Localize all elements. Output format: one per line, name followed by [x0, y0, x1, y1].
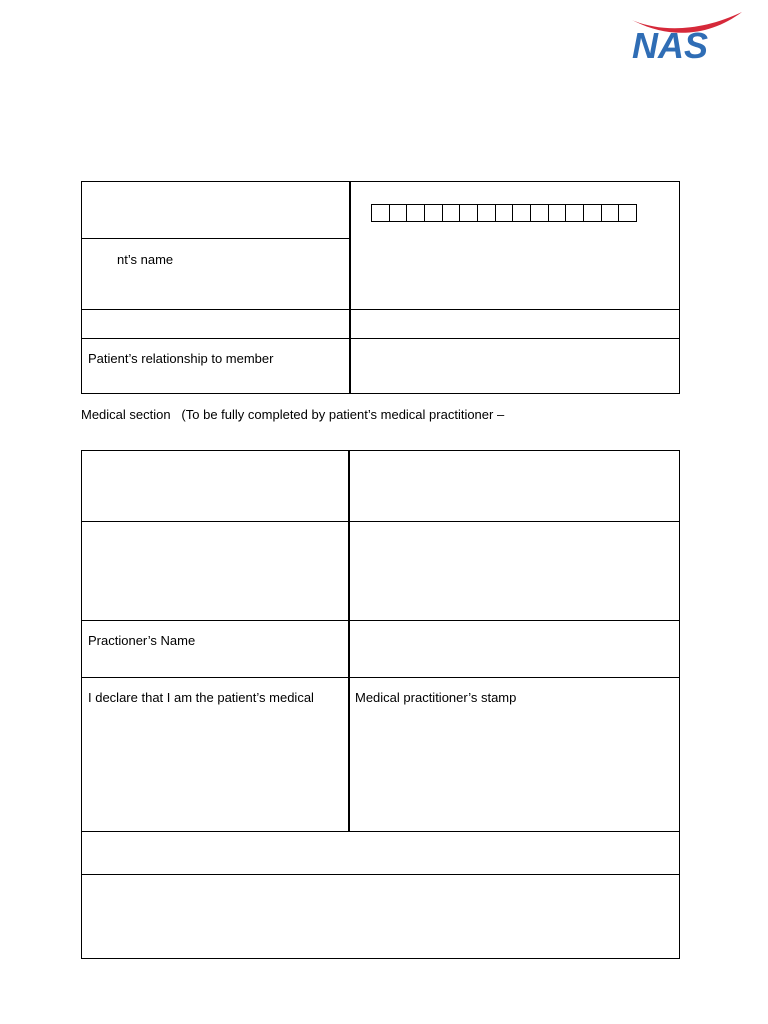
member-number-digit-box[interactable]: [583, 204, 602, 222]
svg-text:NAS: NAS: [632, 25, 709, 62]
medical-section-caption: Medical section (To be fully completed by patient’s medical practitioner –: [81, 407, 505, 422]
member-number-digit-box[interactable]: [477, 204, 496, 222]
relationship-label: Patient’s relationship to member: [88, 351, 274, 366]
patient-name-header-cell: [81, 181, 351, 239]
member-number-digit-box[interactable]: [512, 204, 531, 222]
practitioner-name-input-cell[interactable]: [348, 620, 680, 678]
member-number-digit-box[interactable]: [389, 204, 408, 222]
blank-row-left[interactable]: [81, 309, 351, 339]
member-number-digit-box[interactable]: [459, 204, 478, 222]
practitioner-name-label: Practioner’s Name: [88, 633, 196, 648]
medical-row2-right[interactable]: [348, 521, 680, 621]
full-width-row-2[interactable]: [81, 874, 680, 959]
member-number-digit-box[interactable]: [495, 204, 514, 222]
member-number-digit-box[interactable]: [530, 204, 549, 222]
member-number-cell: [349, 181, 680, 310]
full-width-row-1[interactable]: [81, 831, 680, 875]
medical-row1-right[interactable]: [348, 450, 680, 522]
member-number-digit-box[interactable]: [442, 204, 461, 222]
member-number-digit-box[interactable]: [618, 204, 637, 222]
member-number-boxes[interactable]: [371, 204, 637, 222]
member-number-digit-box[interactable]: [548, 204, 567, 222]
member-number-digit-box[interactable]: [601, 204, 620, 222]
patient-name-cell: [81, 238, 351, 310]
relationship-input-cell[interactable]: [349, 338, 680, 394]
member-number-digit-box[interactable]: [565, 204, 584, 222]
nas-logo: [630, 10, 744, 62]
declaration-text: I declare that I am the patient’s medical: [88, 690, 314, 705]
patient-name-label: nt’s name: [117, 252, 174, 267]
member-number-digit-box[interactable]: [406, 204, 425, 222]
nas-logo-mark: [630, 10, 744, 62]
medical-row1-left[interactable]: [81, 450, 350, 522]
member-number-digit-box[interactable]: [371, 204, 390, 222]
member-number-digit-box[interactable]: [424, 204, 443, 222]
practitioner-name-label-cell: [81, 620, 350, 678]
medical-row2-left[interactable]: [81, 521, 350, 621]
stamp-label: Medical practitioner’s stamp: [355, 690, 517, 705]
blank-row-right[interactable]: [349, 309, 680, 339]
